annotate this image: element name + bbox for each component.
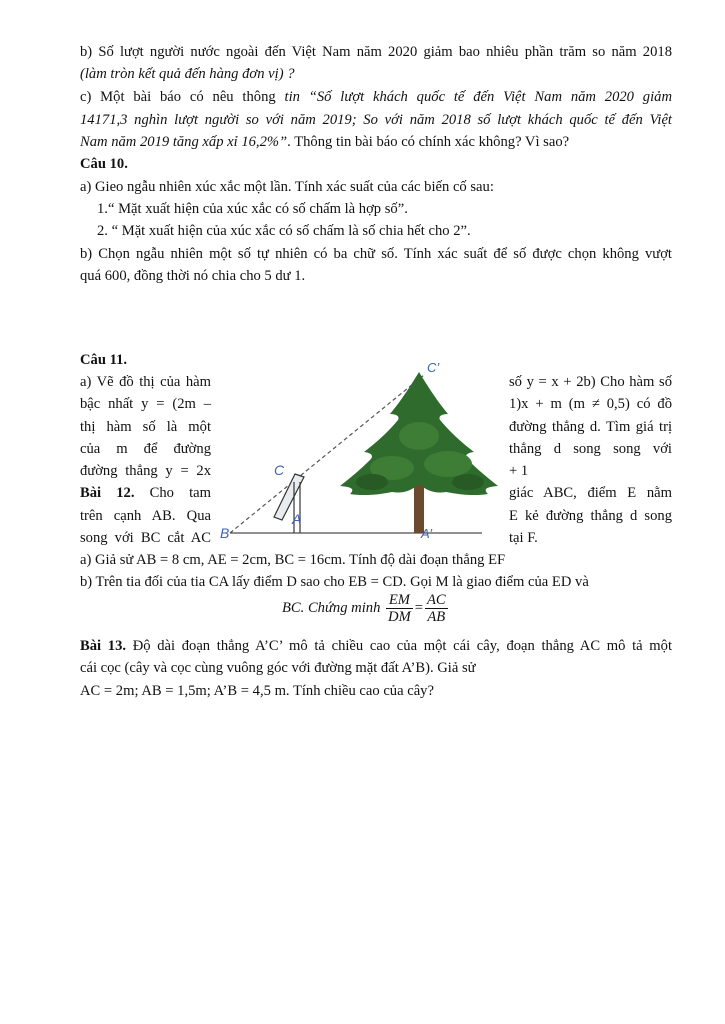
tree-pole-figure bbox=[212, 356, 506, 542]
q9-c-line2: 14171,3 nghìn lượt người so với năm 2019; So với năm 2018 số lượt khách quốc tế đến Việt bbox=[80, 112, 672, 128]
q11-left-2: bậc nhất y = (2m – bbox=[80, 396, 211, 412]
formula-text: BC. Chứng minh bbox=[282, 600, 381, 616]
q10-b-line2: quá 600, đồng thời nó chia cho 5 dư 1. bbox=[80, 268, 306, 284]
b12-formula bbox=[282, 588, 450, 628]
b12-b: b) Trên tia đối của tia CA lấy điểm D sao cho EB = CD. Gọi M là giao điểm của ED và bbox=[80, 574, 589, 590]
fraction-em-dm bbox=[386, 592, 413, 625]
q9-b-line2: (làm tròn kết quả đến hàng đơn vị) ? bbox=[80, 66, 295, 82]
q10-a2: 2. “ Mặt xuất hiện của xúc xắc có số chấm là số chia hết cho 2”. bbox=[97, 223, 471, 239]
q10-b-line1: b) Chọn ngẫu nhiên một số tự nhiên có ba chữ số. Tính xác suất để số được chọn không vượt bbox=[80, 246, 672, 262]
q11-left-3: thị hàm số là một bbox=[80, 419, 211, 435]
b12-a: a) Giả sử AB = 8 cm, AE = 2cm, BC = 16cm. Tính độ dài đoạn thẳng EF bbox=[80, 552, 506, 568]
q11-left-4: của m để đường bbox=[80, 441, 211, 457]
equals-sign: = bbox=[414, 600, 423, 616]
b12-title: Bài 12. bbox=[80, 485, 135, 501]
label-b: B bbox=[220, 525, 230, 541]
q10-title: Câu 10. bbox=[80, 156, 128, 172]
b12-left-1 bbox=[80, 483, 211, 503]
label-a-prime: A’ bbox=[421, 526, 433, 541]
b12-right-3: tại F. bbox=[509, 530, 538, 546]
frac1-den: DM bbox=[388, 609, 411, 626]
b13-title: Bài 13. bbox=[80, 638, 127, 654]
b13-line3: AC = 2m; AB = 1,5m; A’B = 4,5 m. Tính chiều cao của cây? bbox=[80, 683, 434, 699]
q9-c-line3 bbox=[80, 132, 672, 152]
q9-c-suffix: . Thông tin bài báo có chính xác không? Vì sao? bbox=[287, 134, 570, 150]
q11-left-1: a) Vẽ đồ thị của hàm bbox=[80, 374, 211, 390]
b12-right-2: E kẻ đường thẳng d song bbox=[509, 508, 672, 524]
q11-left-5: đường thẳng y = 2x bbox=[80, 463, 211, 479]
label-c: C bbox=[274, 462, 285, 478]
b13-line1 bbox=[80, 636, 672, 656]
b12-left-1-text: Cho tam bbox=[134, 485, 211, 501]
q10-a: a) Gieo ngẫu nhiên xúc xắc một lần. Tính xác suất của các biến cố sau: bbox=[80, 179, 494, 195]
q11-right-4: thẳng d song song với bbox=[509, 441, 672, 457]
q9-c-quote3: Nam năm 2019 tăng xấp xỉ 16,2%” bbox=[80, 134, 288, 150]
q9-b-line1: b) Số lượt người nước ngoài đến Việt Nam năm 2020 giảm bao nhiêu phần trăm so năm 2018 bbox=[80, 44, 672, 60]
frac2-den: AB bbox=[427, 609, 446, 626]
b12-left-3: song với BC cắt AC bbox=[80, 530, 211, 546]
b13-line2: cái cọc (cây và cọc cùng vuông góc với đường mặt đất A’B). Giả sử bbox=[80, 660, 476, 676]
b12-left-2: trên cạnh AB. Qua bbox=[80, 508, 211, 524]
q11-right-1: số y = x + 2b) Cho hàm số bbox=[509, 374, 672, 390]
q11-right-3: đường thẳng d. Tìm giá trị bbox=[509, 419, 672, 435]
q11-title: Câu 11. bbox=[80, 352, 128, 368]
q11-right-2: 1)x + m (m ≠ 0,5) có đồ bbox=[509, 396, 672, 412]
q9-c-prefix: c) Một bài báo có nêu thông bbox=[80, 89, 285, 105]
b12-right-1: giác ABC, điểm E nằm bbox=[509, 485, 672, 501]
tree-foliage bbox=[340, 372, 498, 495]
q11-right-5: + 1 bbox=[509, 463, 529, 479]
q9-c-quote1: tin “Số lượt khách quốc tế đến Việt Nam năm 2020 giảm bbox=[284, 89, 672, 105]
frac2-num: AC bbox=[426, 592, 446, 609]
q10-a1: 1.“ Mặt xuất hiện của xúc xắc có số chấm là hợp số”. bbox=[97, 201, 408, 217]
label-a: A bbox=[292, 511, 302, 527]
q9-c-line1 bbox=[80, 87, 672, 107]
label-c-prime: C’ bbox=[427, 360, 440, 375]
frac1-num: EM bbox=[386, 592, 413, 609]
fraction-ac-ab bbox=[425, 592, 448, 625]
b13-line1-text: Độ dài đoạn thẳng A’C’ mô tả chiều cao của một cái cây, đoạn thẳng AC mô tả một bbox=[126, 638, 672, 654]
